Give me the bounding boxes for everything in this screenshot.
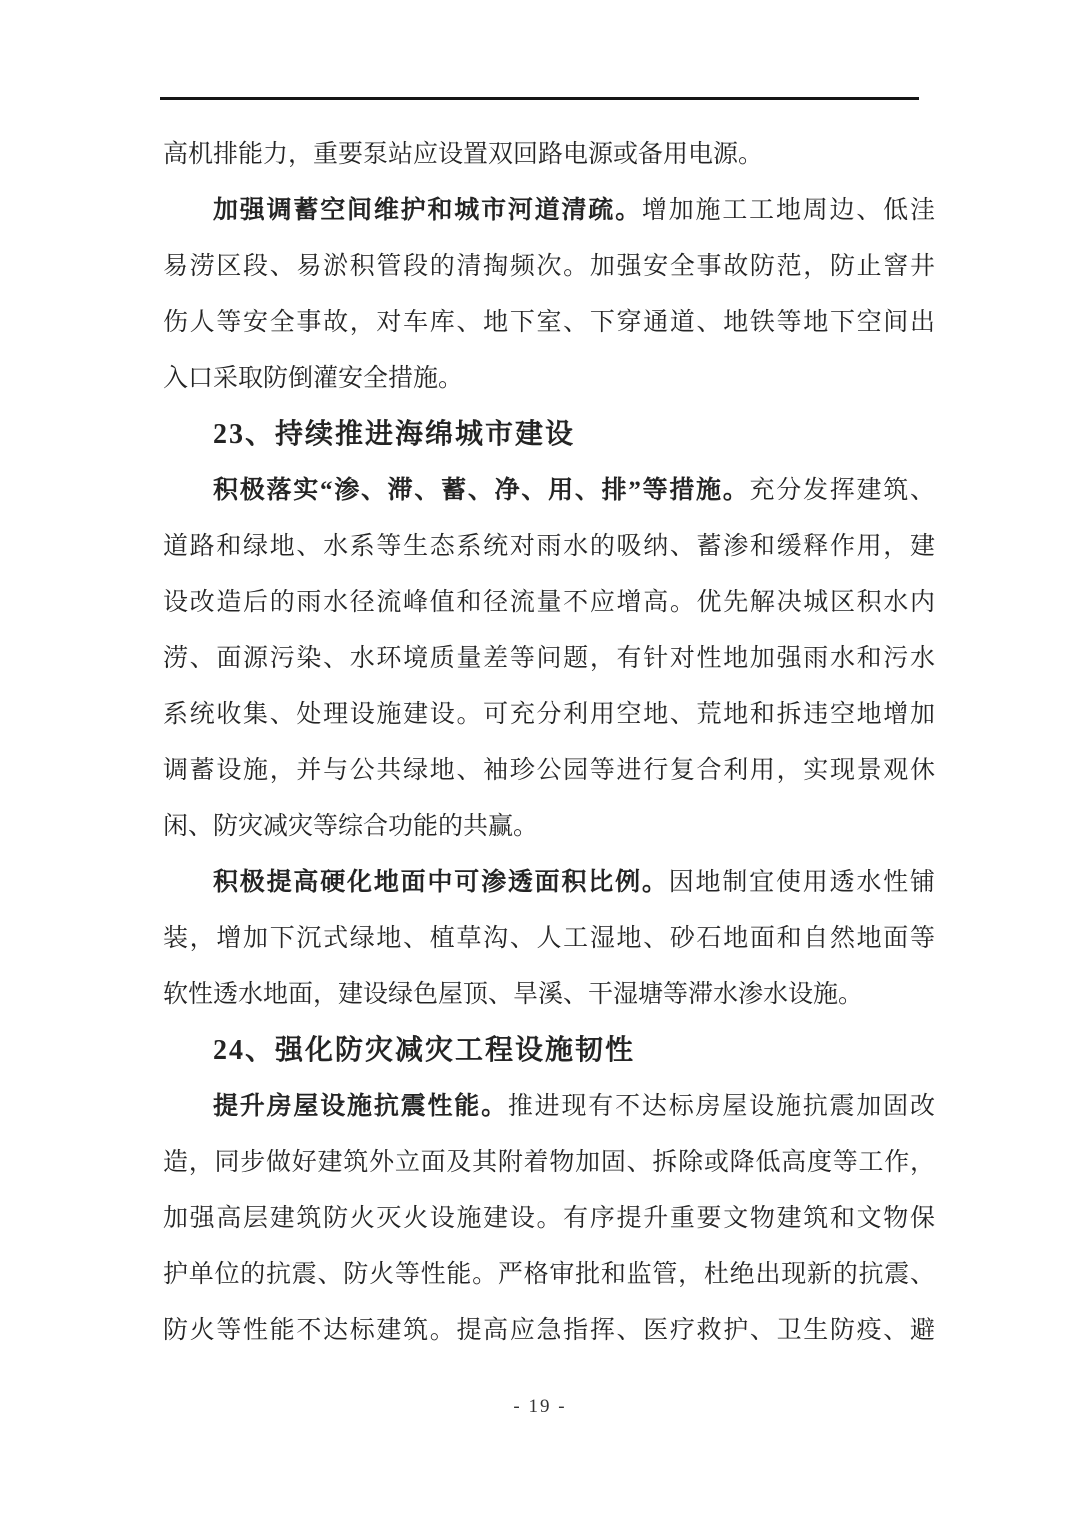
bold-lead-text: 加强调蓄空间维护和城市河道清疏。: [213, 197, 642, 224]
body-text: 高机排能力，重要泵站应设置双回路电源或备用电源。: [163, 141, 764, 168]
header-rule: [160, 97, 919, 100]
page-number: - 19 -: [513, 1396, 567, 1417]
text-line: [163, 1247, 935, 1303]
text-line: [163, 1079, 935, 1135]
bold-lead-text: 积极提高硬化地面中可渗透面积比例。: [213, 869, 669, 896]
body-text: 伤人等安全事故，对车库、地下室、下穿通道、地铁等地下空间出: [163, 309, 935, 336]
text-line: [163, 239, 935, 295]
page-footer: [0, 1396, 1080, 1418]
section-heading: [163, 407, 935, 463]
text-line: [163, 743, 935, 799]
body-text: 道路和绿地、水系等生态系统对雨水的吸纳、蓄渗和缓释作用，建: [163, 533, 935, 560]
text-line: [163, 127, 935, 183]
bold-lead-text: 提升房屋设施抗震性能。: [213, 1093, 508, 1120]
document-body: [163, 127, 935, 1359]
body-text: 因地制宜使用透水性铺: [668, 869, 935, 896]
text-line: [163, 183, 935, 239]
text-line: [163, 1303, 935, 1359]
body-text: 装，增加下沉式绿地、植草沟、人工湿地、砂石地面和自然地面等: [163, 925, 935, 952]
text-line: [163, 799, 935, 855]
body-text: 充分发挥建筑、: [749, 477, 935, 504]
body-text: 软性透水地面，建设绿色屋顶、旱溪、干湿塘等滞水渗水设施。: [163, 981, 864, 1008]
text-line: [163, 631, 935, 687]
body-text: 入口采取防倒灌安全措施。: [163, 365, 464, 392]
text-line: [163, 967, 935, 1023]
body-text: 系统收集、处理设施建设。可充分利用空地、荒地和拆违空地增加: [163, 701, 935, 728]
body-text: 增加施工工地周边、低洼: [641, 197, 935, 224]
body-text: 涝、面源污染、水环境质量差等问题，有针对性地加强雨水和污水: [163, 645, 935, 672]
body-text: 闲、防灾减灾等综合功能的共赢。: [163, 813, 539, 840]
bold-lead-text: 23、持续推进海绵城市建设: [213, 419, 576, 450]
text-line: [163, 575, 935, 631]
body-text: 防火等性能不达标建筑。提高应急指挥、医疗救护、卫生防疫、避: [163, 1317, 935, 1344]
text-line: [163, 687, 935, 743]
bold-lead-text: 积极落实“渗、滞、蓄、净、用、排”等措施。: [213, 477, 750, 504]
text-line: [163, 911, 935, 967]
text-line: [163, 855, 935, 911]
text-line: [163, 1135, 935, 1191]
section-heading: [163, 1023, 935, 1079]
body-text: 调蓄设施，并与公共绿地、袖珍公园等进行复合利用，实现景观休: [163, 757, 935, 784]
text-line: [163, 1191, 935, 1247]
text-line: [163, 519, 935, 575]
body-text: 加强高层建筑防火灭火设施建设。有序提升重要文物建筑和文物保: [163, 1205, 935, 1232]
body-text: 易涝区段、易淤积管段的清掏频次。加强安全事故防范，防止窨井: [163, 253, 935, 280]
bold-lead-text: 24、强化防灾减灾工程设施韧性: [213, 1035, 636, 1066]
body-text: 护单位的抗震、防火等性能。严格审批和监管，杜绝出现新的抗震、: [163, 1261, 935, 1288]
text-line: [163, 351, 935, 407]
body-text: 设改造后的雨水径流峰值和径流量不应增高。优先解决城区积水内: [163, 589, 935, 616]
body-text: 造，同步做好建筑外立面及其附着物加固、拆除或降低高度等工作，: [163, 1149, 935, 1176]
text-line: [163, 295, 935, 351]
text-line: [163, 463, 935, 519]
body-text: 推进现有不达标房屋设施抗震加固改: [507, 1093, 935, 1120]
